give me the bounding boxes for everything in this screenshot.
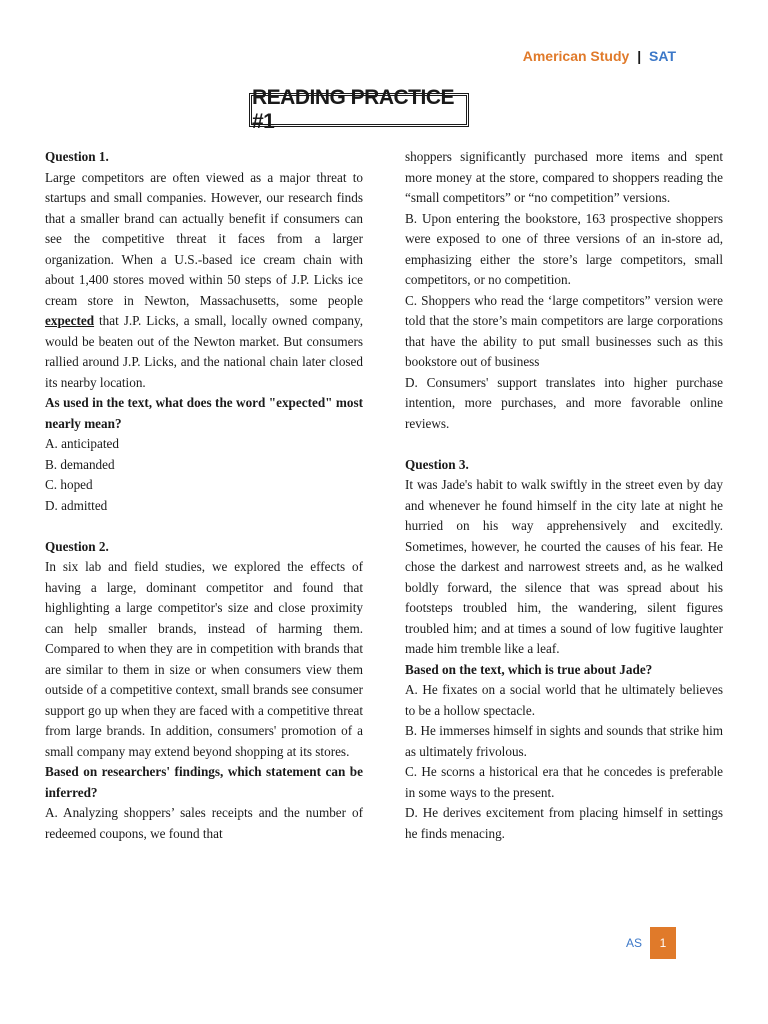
- question-1-option-d: D. admitted: [45, 497, 108, 513]
- page-number: 1: [650, 927, 676, 959]
- left-column: [45, 147, 363, 844]
- brand-name: American Study: [522, 48, 630, 64]
- footer-initials: AS: [626, 936, 643, 950]
- question-1-option-a: A. anticipated: [45, 436, 119, 451]
- question-3-option-b: B. He immerses himself in sights and sounds that strike him as ultimately frivolous.: [405, 723, 723, 759]
- question-3-option-c: C. He scorns a historical era that he concedes is preferable in some ways to the present.: [405, 764, 723, 800]
- right-column: [405, 147, 723, 844]
- exam-name: SAT: [649, 48, 676, 64]
- page-header: [523, 48, 676, 64]
- question-3-label: Question 3.: [405, 456, 469, 472]
- question-2-stem: Based on researchers' findings, which statement can be inferred?: [45, 764, 363, 800]
- page-footer: [626, 927, 676, 959]
- question-3-passage: It was Jade's habit to walk swiftly in the street even by day and whenever he found himself in the city late at night he hurried on his way apprehensively and excitedly. Sometimes, however, he courted the causes of his fear. He chose the darkest and narrowest streets and, as he walked boldly forward, the silence that was spread about his footsteps troubled him, the wandering, silent figures troubled him; and at times a sound of low fugitive laughter made him tremble like a leaf.: [405, 477, 723, 656]
- question-2-passage: In six lab and field studies, we explored the effects of having a large, dominant competitor and found that highlighting a large competitor's size and close proximity can help smaller brands, instead of harming them. Compared to when they are in competition with brands that are similar to them in size or when consumers view them outside of a competitive context, small brands see consumer support go up when they are faced with a competitive threat from large brands. In addition, consumers' promotion of a small company may extend beyond shopping at its stores.: [45, 559, 363, 759]
- question-3-stem: Based on the text, which is true about Jade?: [405, 661, 653, 677]
- question-1-option-c: C. hoped: [45, 477, 93, 492]
- question-1-passage: [45, 168, 363, 394]
- passage-text: that J.P. Licks, a small, locally owned company, would be beaten out of the Newton market. But consumers rallied around J.P. Licks, and the national chain later closed its nearby location.: [45, 313, 363, 390]
- question-1-stem: As used in the text, what does the word "expected" most nearly mean?: [45, 395, 363, 431]
- question-2-option-c: C. Shoppers who read the ‘large competitors” version were told that the store’s main competitors are large corporations that have the ability to put small businesses such as this bookstore out of business: [405, 292, 723, 369]
- page-title-box: [249, 86, 469, 133]
- question-3-option-a: A. He fixates on a social world that he ultimately believes to be a hollow spectacle.: [405, 682, 723, 718]
- highlighted-word: expected: [45, 313, 95, 328]
- passage-text: Large competitors are often viewed as a major threat to startups and small companies. However, our research finds that a smaller brand can actually benefit if consumers can see the competitive threat it faces from a larger organization. When a U.S.-based ice cream chain with about 1,400 stores moved within 50 steps of J.P. Licks ice cream store in Newton, Massachusetts, some people: [45, 169, 363, 308]
- question-2-option-d: D. Consumers' support translates into higher purchase intention, more purchases, and more favorable online reviews.: [405, 374, 723, 431]
- question-2-option-a-continued: shoppers significantly purchased more items and spent more money at the store, compared to shoppers reading the “small competitors” or “no competition” versions.: [405, 149, 723, 205]
- spacer: [405, 434, 723, 455]
- question-1-label: Question 1.: [45, 149, 109, 164]
- question-2-option-a-start: A. Analyzing shoppers’ sales receipts and the number of redeemed coupons, we found that: [45, 805, 363, 841]
- question-1-option-b: B. demanded: [45, 456, 115, 472]
- header-separator: |: [637, 48, 642, 64]
- question-3-option-d: D. He derives excitement from placing himself in settings he finds menacing.: [405, 805, 723, 841]
- question-2-label: Question 2.: [45, 538, 109, 554]
- question-2-option-b: B. Upon entering the bookstore, 163 prospective shoppers were exposed to one of three versions of an in-store ad, emphasizing either the store’s large competitors, small competitors, or no competition.: [405, 210, 723, 287]
- spacer: [45, 516, 363, 537]
- page-title: READING PRACTICE #1: [252, 86, 455, 133]
